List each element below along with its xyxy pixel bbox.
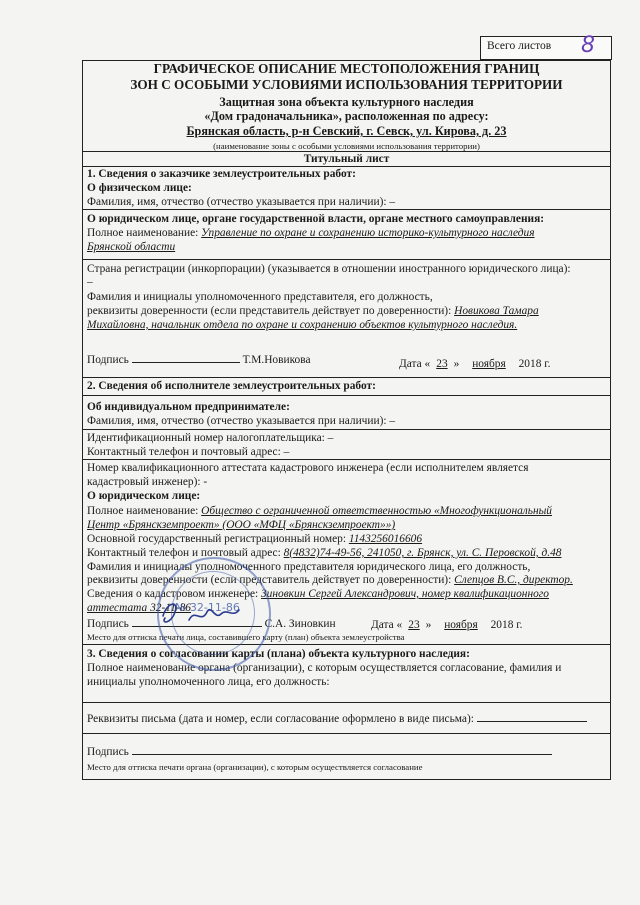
divider [83, 259, 610, 260]
section-2-engineer-value: Зиновкин Сергей Александрович, номер квалификационного [261, 588, 549, 600]
section-2-ip-line: Фамилия, имя, отчество (отчество указывается при наличии): – [87, 415, 396, 427]
divider [83, 702, 610, 703]
divider [83, 644, 610, 645]
divider [83, 459, 610, 460]
section-2-engineer-label: Сведения о кадастровом инженере: [87, 588, 259, 600]
section-1-rep-value-cont: Михайловна, начальник отдела по охране и сохранению объектов культурного наследия. [87, 319, 518, 331]
section-1-country-value: – [87, 276, 93, 288]
section-2-ogrn-label: Основной государственный регистрационный номер: [87, 533, 346, 545]
section-2-engineer-value-cont: аттестата 32-11-86 [87, 602, 191, 614]
section-1-phys-line: Фамилия, имя, отчество (отчество указывается при наличии): – [87, 196, 396, 208]
section-2-rep-line-2: реквизиты доверенности (если представитель действует по доверенности): [87, 574, 452, 586]
section-2-sign-name: С.А. Зиновкин [264, 618, 336, 630]
section-3-stamp-note: Место для оттиска печати органа (организации), с которым осуществляется согласование [87, 762, 423, 772]
document-frame: ГРАФИЧЕСКОЕ ОПИСАНИЕ МЕСТОПОЛОЖЕНИЯ ГРАНИЦ ЗОН С ОСОБЫМИ УСЛОВИЯМИ ИСПОЛЬЗОВАНИЯ ТЕРРИТОРИИ Защитная зона объекта культурного наследия «Дом градоначальника», расположенная по адресу: Брянская область, р-н Севский, г. Севск, ул. Кирова, д. 23 (наименование зоны с особыми условиями использования территории) Титульный лист 1. Сведения о заказчике землеустроительных работ: О физическом лице: Фамилия, имя, отчество (отчество указывается при наличии): – О юридическом лице, органе государственной власти, органе местного самоуправления: Полное наименование: Управление по охране и сохранению историко-культурного наследия Брянской области Страна регистрации (инкорпорации) (указывается в отношении иностранного юридического лица): – Фамилия и инициалы уполномоченного представителя, его должность, реквизиты доверенности (если представитель действует по доверенности): Новикова Тамара Михайловна, начальник отдела по охране и сохранению объектов культурного наследия. Подпись Т.М.Новикова Дата « 23 » ноября 2018 г. 2. Сведения об исполнителе землеустроительных работ: Об индивидуальном предпринимателе: Фамилия, имя, отчество (отчество указывается при наличии): – Идентификационный номер налогоплательщика: – Контактный телефон и почтовый адрес: – Номер квалификационного аттестата кадастрового инженера (если исполнителем является кадастровый инженер): - О юридическом лице: Полное наименование: Общество с ограниченной ответственностью «Многофункциональный Центр «Брянскземпроект» (ООО «МФЦ «Брянскземпроект»») Основной государственный регистрационный номер: 1143256016606 Контактный телефон и почтовый адрес: 8(4832)74-49-56, 241050, г. Брянск, ул. С. Перовской, д.48 Фамилия и инициалы уполномоченного представителя юридического лица, его должность, реквизиты доверенности (если представитель действует по доверенности): Слепцов В.С., директор. Сведения о кадастровом инженере: Зиновкин Сергей Александрович, номер квалификационного аттестата 32-11-86 Подпись С.А. Зиновкин Дата « 23 » ноября 2018 г. Место для оттиска печати лица, составившего карту (план) объекта землеустройства 3. Сведения о согласовании карты (плана) объекта культурного наследия: Полное наименование органа (организации), с которым осуществляется согласование, фамилия и инициалы уполномоченного лица, его должность: Реквизиты письма (дата и номер, если согласование оформлено в виде письма): Подпись Место для оттиска печати органа (организации), с которым осуществляется согласование [82, 60, 611, 780]
section-1-fullname-value-cont: Брянской области [87, 241, 176, 253]
section-1-country-line: Страна регистрации (инкорпорации) (указывается в отношении иностранного юридического лица): [87, 263, 571, 275]
divider [83, 733, 610, 734]
section-1-date-label: Дата « [399, 358, 431, 370]
section-2-contact2-value: 8(4832)74-49-56, 241050, г. Брянск, ул. С. Перовской, д.48 [283, 547, 562, 559]
section-3-org-line-2: инициалы уполномоченного лица, его должность: [87, 676, 330, 688]
section-1-date-month: ноября [472, 358, 506, 370]
section-2-ogrn-value: 1143256016606 [348, 533, 423, 545]
title-line-2: ЗОН С ОСОБЫМИ УСЛОВИЯМИ ИСПОЛЬЗОВАНИЯ ТЕРРИТОРИИ [130, 77, 563, 92]
section-2-date-day: 23 [408, 619, 420, 631]
title-sheet-label: Титульный лист [303, 153, 390, 165]
section-1-sign-label: Подпись [87, 354, 129, 366]
section-2-ip-heading: Об индивидуальном предпринимателе: [87, 401, 290, 413]
divider [83, 395, 610, 396]
section-1-rep-value: Новикова Тамара [454, 305, 539, 317]
total-sheets-box [480, 33, 612, 60]
section-3-letter-line: Реквизиты письма (дата и номер, если согласование оформлено в виде письма): [87, 713, 474, 725]
section-1-legal-heading: О юридическом лице, органе государственной власти, органе местного самоуправления: [87, 213, 545, 225]
section-1-fullname-label: Полное наименование: [87, 227, 199, 239]
section-1-rep-line-1: Фамилия и инициалы уполномоченного представителя, его должность, [87, 291, 433, 303]
divider [83, 429, 610, 430]
title-line-1: ГРАФИЧЕСКОЕ ОПИСАНИЕ МЕСТОПОЛОЖЕНИЯ ГРАНИЦ [153, 61, 540, 76]
section-2-contact2-label: Контактный телефон и почтовый адрес: [87, 547, 281, 559]
stamp-number: № 32-11-86 [175, 601, 240, 614]
handwritten-signature [155, 594, 245, 634]
subtitle-2: «Дом градоначальника», расположенная по адресу: [204, 109, 489, 123]
section-2-fullname-value: Общество с ограниченной ответственностью «Многофункциональный [201, 505, 553, 517]
section-1-rep-line-2: реквизиты доверенности (если представитель действует по доверенности): [87, 305, 452, 317]
total-sheets-label: Всего листов [487, 40, 552, 52]
section-2-date-label: Дата « [371, 619, 403, 631]
section-2-sign-label: Подпись [87, 618, 129, 630]
section-2-cert-line-1: Номер квалификационного аттестата кадастрового инженера (если исполнителем является [87, 462, 529, 474]
section-1-phys-heading: О физическом лице: [87, 182, 192, 194]
section-2-legal-heading: О юридическом лице: [87, 490, 201, 502]
section-3-heading: 3. Сведения о согласовании карты (плана) объекта культурного наследия: [87, 648, 470, 660]
section-1-date-day: 23 [436, 358, 448, 370]
zone-name-note: (наименование зоны с особыми условиями использования территории) [213, 141, 480, 151]
section-1-heading: 1. Сведения о заказчике землеустроительных работ: [87, 168, 356, 180]
section-2-fullname-value-cont: Центр «Брянскземпроект» (ООО «МФЦ «Брянскземпроект»») [87, 519, 396, 531]
section-1-fullname-value: Управление по охране и сохранению историко-культурного наследия [201, 227, 535, 239]
section-3-sign-label: Подпись [87, 746, 129, 758]
section-2-rep-line-1: Фамилия и инициалы уполномоченного представителя юридического лица, его должность, [87, 561, 531, 573]
total-sheets-value: 8 [581, 33, 595, 58]
subtitle-1: Защитная зона объекта культурного наследия [219, 95, 474, 109]
section-2-stamp-note: Место для оттиска печати лица, составившего карту (план) объекта землеустройства [87, 632, 405, 642]
section-2-rep-value: Слепцов В.С., директор. [454, 574, 573, 586]
divider [83, 377, 610, 378]
section-3-org-line-1: Полное наименование органа (организации), с которым осуществляется согласование, фамилия и [87, 662, 562, 674]
section-2-heading: 2. Сведения об исполнителе землеустроительных работ: [87, 380, 376, 392]
section-2-date-month: ноября [444, 619, 478, 631]
section-2-cert-line-2: кадастровый инженер): - [87, 476, 208, 488]
section-2-fullname-label: Полное наименование: [87, 505, 199, 517]
section-2-inn-line: Идентификационный номер налогоплательщика: – [87, 432, 334, 444]
section-2-date-year: 2018 г. [490, 619, 523, 631]
section-2-contact-line: Контактный телефон и почтовый адрес: – [87, 446, 290, 458]
section-1-sign-name: Т.М.Новикова [242, 354, 311, 366]
address-line: Брянская область, р-н Севский, г. Севск, ул. Кирова, д. 23 [186, 124, 507, 138]
divider [83, 209, 610, 210]
section-1-date-year: 2018 г. [518, 358, 551, 370]
